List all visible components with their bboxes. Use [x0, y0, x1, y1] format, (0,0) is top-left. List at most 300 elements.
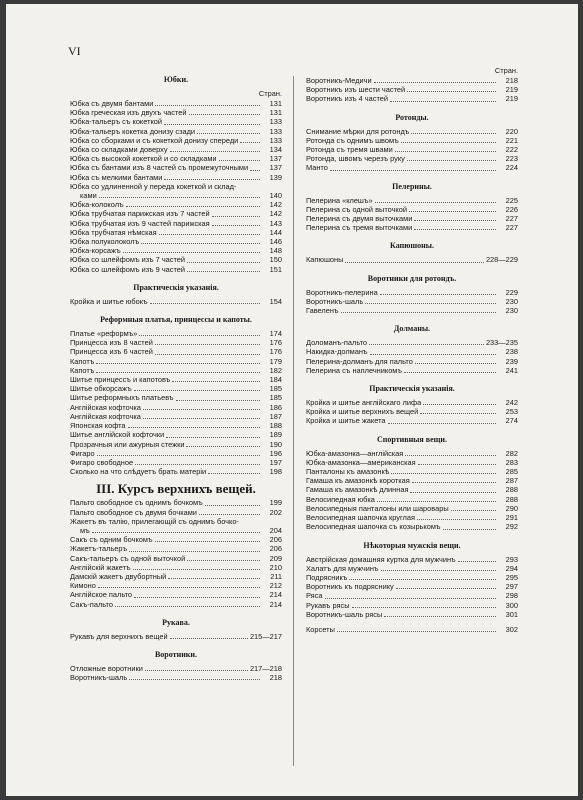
toc-entry	[306, 416, 518, 425]
entry-page: 221	[505, 135, 518, 145]
entry-page: 297	[505, 582, 518, 592]
entry-page: 137	[269, 154, 282, 164]
toc-entry	[70, 108, 282, 117]
entry-page: 215—217	[249, 631, 282, 641]
entry-title: Пальто свободное съ двумя бочками	[70, 507, 197, 517]
toc-entry	[306, 513, 518, 522]
dot-leader	[381, 570, 496, 571]
toc-entry	[306, 196, 518, 205]
dot-leader	[384, 616, 496, 617]
section-heading: Ротонды.	[395, 112, 429, 122]
entry-title: Дамскій жакетъ двубортный	[70, 571, 167, 581]
toc-entry	[70, 173, 282, 182]
section-heading: Воротники.	[154, 649, 198, 659]
entry-title: ками	[80, 191, 97, 201]
entry-title: Пелерина съ тремя выточками	[306, 223, 413, 233]
entry-title: Юбка-тальеръ съ кокеткой	[70, 117, 163, 127]
entry-page: 253	[505, 407, 518, 417]
toc-entry	[70, 265, 282, 274]
entry-title: Воротникъ изъ шести частей	[306, 85, 406, 95]
dot-leader	[219, 160, 260, 161]
entry-page: 150	[269, 255, 282, 265]
dot-leader	[166, 437, 260, 438]
dot-leader	[187, 560, 260, 561]
entry-title: Юбка-корсажъ	[70, 246, 121, 256]
entry-title: Гавеленъ	[306, 306, 339, 316]
toc-entry	[306, 573, 518, 582]
toc-entry	[70, 421, 282, 430]
entry-title: Велосипедныя панталоны или шаровары	[306, 503, 449, 513]
dot-leader	[337, 631, 496, 632]
dot-leader	[458, 561, 496, 562]
toc-entry	[70, 246, 282, 255]
dot-leader	[330, 170, 496, 171]
dot-leader	[135, 464, 260, 465]
entry-page: 151	[269, 264, 282, 274]
entry-title: Корсеты	[306, 624, 335, 634]
toc-entry	[306, 504, 518, 513]
entry-title: Велосипедная юбка	[306, 494, 375, 504]
dot-leader	[414, 229, 496, 230]
toc-entry	[70, 554, 282, 563]
toc-entry	[306, 136, 518, 145]
entry-page: 185	[269, 384, 282, 394]
entry-title: Жакетъ въ талію, прилегающій съ однимъ бочко-	[70, 516, 239, 526]
page-number: VI	[68, 44, 81, 58]
entry-title: Капюшоны	[306, 255, 344, 265]
entry-page: 189	[269, 430, 282, 440]
entry-title: Шитье принцессъ и капотовъ	[70, 375, 171, 385]
toc-entry	[306, 476, 518, 485]
entry-title: Шитье обкорсажъ	[70, 384, 132, 394]
entry-title: Воротникъ-шаль	[306, 296, 364, 306]
section-heading: Юбки.	[163, 75, 189, 84]
entry-page: 302	[505, 624, 518, 634]
entry-title: Юбка трубчатая изъ 9 частей парижская	[70, 218, 210, 228]
toc-entry	[306, 564, 518, 573]
entry-title: Ротонда съ однимъ швомъ	[306, 135, 399, 145]
entry-title: Велосипедная шапочка съ козырькомъ	[306, 522, 441, 532]
entry-title: Англійское пальто	[70, 590, 133, 600]
dot-leader	[134, 597, 260, 598]
entry-page: 217—218	[249, 663, 282, 673]
entry-title: Шитье англійской кофточки	[70, 430, 165, 440]
entry-page: 204	[269, 525, 282, 535]
toc-entry	[70, 209, 282, 218]
entry-page: 144	[269, 227, 282, 237]
entry-title: Пелерина «клешъ»	[306, 195, 373, 205]
entry-title: Юбка со шлейфомъ изъ 9 частей	[70, 264, 186, 274]
entry-page: 143	[269, 218, 282, 228]
dot-leader	[155, 344, 260, 345]
entry-title: Воротникъ-шаль рясы	[306, 609, 383, 619]
toc-entry	[306, 94, 518, 103]
entry-title: Юбка со шлейфомъ изъ 7 частей	[70, 255, 186, 265]
entry-title: Пелерина съ одной выточкой	[306, 204, 407, 214]
toc-entry	[70, 526, 282, 535]
entry-page: 185	[269, 393, 282, 403]
entry-title: Юбка съ высокой кокеткой и со складками	[70, 154, 217, 164]
entry-page: 184	[269, 375, 282, 385]
dot-leader	[352, 607, 496, 608]
dot-leader	[139, 335, 260, 336]
dot-leader	[401, 142, 496, 143]
toc-entry	[70, 136, 282, 145]
entry-page: 282	[505, 448, 518, 458]
dot-leader	[369, 344, 484, 345]
entry-page: 137	[269, 163, 282, 173]
toc-entry	[306, 154, 518, 163]
entry-page: 198	[269, 467, 282, 477]
dot-leader	[155, 354, 260, 355]
entry-title: Юбка-тальеръ кокетка донизу сзади	[70, 126, 196, 136]
entry-page: 227	[505, 214, 518, 224]
dot-leader	[199, 514, 260, 515]
column-divider	[293, 76, 294, 766]
dot-leader	[404, 372, 496, 373]
entry-page: 288	[505, 485, 518, 495]
toc-entry	[70, 357, 282, 366]
entry-title: Юбка-амазонка—американская	[306, 457, 416, 467]
dot-leader	[405, 455, 496, 456]
dot-leader	[134, 390, 260, 391]
section-heading: Практическія указанія.	[133, 282, 219, 292]
toc-entry	[306, 555, 518, 564]
entry-page: 242	[505, 398, 518, 408]
dot-leader	[129, 679, 260, 680]
dot-leader	[129, 551, 260, 552]
entry-title: Англійскій жакетъ	[70, 562, 131, 572]
entry-title: Юбка полуколоколъ	[70, 237, 140, 247]
toc-entry	[70, 508, 282, 517]
toc-entry	[306, 255, 518, 264]
entry-title: Пальто свободное съ однимъ бочкомъ	[70, 498, 203, 508]
dot-leader	[345, 262, 484, 263]
entry-title: Юбка трубчатая парижская изъ 7 частей	[70, 209, 210, 219]
dot-leader	[172, 381, 260, 382]
entry-page: 214	[269, 599, 282, 609]
dot-leader	[99, 197, 260, 198]
entry-title: Пелерина съ двумя выточками	[306, 214, 413, 224]
entry-page: 218	[505, 76, 518, 85]
toc-entry	[306, 223, 518, 232]
entry-page: 300	[505, 600, 518, 610]
toc-entry	[70, 467, 282, 476]
dot-leader	[186, 446, 260, 447]
dot-leader	[443, 529, 496, 530]
entry-page: 176	[269, 347, 282, 357]
entry-title: Платье «реформъ»	[70, 329, 138, 339]
dot-leader	[197, 133, 260, 134]
entry-title: Юбка-колоколъ	[70, 200, 124, 210]
toc-entry	[70, 200, 282, 209]
dot-leader	[415, 363, 496, 364]
toc-entry	[70, 338, 282, 347]
entry-page: 291	[505, 513, 518, 523]
toc-entry	[70, 498, 282, 507]
entry-title: Капотъ	[70, 365, 95, 375]
dot-leader	[189, 114, 260, 115]
entry-title: Сакъ-тальеръ съ одной выточкой	[70, 553, 186, 563]
toc-entry	[70, 127, 282, 136]
dot-leader	[170, 151, 260, 152]
dot-leader	[380, 294, 496, 295]
entry-title: Жакетъ-тальеръ	[70, 544, 128, 554]
entry-page: 146	[269, 237, 282, 247]
entry-title: Велосипедная шапочка круглая	[306, 513, 415, 523]
toc-entry	[306, 288, 518, 297]
entry-title: Юбка съ мелкими бантами	[70, 172, 163, 182]
dot-leader	[123, 252, 260, 253]
dot-leader	[126, 206, 260, 207]
dot-leader	[325, 598, 497, 599]
toc-entry	[70, 228, 282, 237]
entry-title: Юбка со удлиненной у переда кокеткой и склад-	[70, 181, 237, 191]
dot-leader	[159, 234, 260, 235]
toc-entry	[306, 127, 518, 136]
entry-page: 292	[505, 522, 518, 532]
toc-entry	[306, 601, 518, 610]
entry-page: 211	[270, 571, 282, 581]
toc-entry	[306, 214, 518, 223]
entry-title: Капотъ	[70, 356, 95, 366]
entry-page: 238	[505, 347, 518, 357]
toc-entry	[70, 673, 282, 682]
toc-entry	[70, 535, 282, 544]
entry-page: 283	[505, 457, 518, 467]
entry-page: 174	[269, 329, 282, 339]
toc-entry	[70, 347, 282, 356]
entry-page: 295	[505, 572, 518, 582]
toc-entry	[70, 384, 282, 393]
dot-leader	[407, 160, 496, 161]
entry-title: Рукавъ для верхнихъ вещей	[70, 631, 168, 641]
entry-page: 142	[269, 209, 282, 219]
entry-page: 140	[269, 191, 282, 201]
entry-title: Юбка греческая изъ двухъ частей	[70, 108, 187, 118]
entry-page: 199	[269, 498, 282, 508]
toc-entry	[70, 191, 282, 200]
entry-page: 214	[269, 590, 282, 600]
toc-entry	[306, 205, 518, 214]
toc-entry	[306, 582, 518, 591]
toc-entry	[70, 145, 282, 154]
toc-entry	[306, 449, 518, 458]
toc-entry	[70, 440, 282, 449]
entry-title: Принцесса изъ 6 частей	[70, 347, 153, 357]
toc-entry	[70, 297, 282, 306]
dot-leader	[92, 532, 260, 533]
entry-page: 182	[269, 365, 282, 375]
dot-leader	[145, 670, 248, 671]
dot-leader	[396, 588, 496, 589]
entry-title: Юбка съ двумя бантами	[70, 99, 154, 108]
dot-leader	[155, 105, 260, 106]
entry-title: Кимоно	[70, 581, 96, 591]
entry-page: 224	[505, 163, 518, 173]
toc-entry	[306, 522, 518, 531]
toc-entry	[306, 338, 518, 347]
entry-title: Воротникъ изъ 4 частей	[306, 94, 388, 104]
entry-page: 229	[505, 287, 518, 297]
section-heading: III. Курсъ верхнихъ вещей.	[96, 481, 256, 497]
dot-leader	[370, 354, 496, 355]
entry-page: 206	[269, 544, 282, 554]
toc-entry	[306, 407, 518, 416]
entry-page: 190	[269, 439, 282, 449]
entry-page: 188	[269, 421, 282, 431]
toc-entry	[70, 458, 282, 467]
toc-entry	[306, 306, 518, 315]
entry-title: Сакъ-пальто	[70, 599, 113, 609]
dot-leader	[250, 170, 260, 171]
entry-page: 227	[505, 223, 518, 233]
entry-title: Ряса	[306, 591, 323, 601]
entry-title: Гамаша къ амазонкѣ длинная	[306, 485, 409, 495]
dot-leader	[377, 501, 496, 502]
entry-title: Сакъ съ одним бочкомъ	[70, 535, 153, 545]
entry-page: 133	[269, 126, 282, 136]
toc-entry	[70, 664, 282, 673]
section-heading: Рукава.	[162, 617, 190, 627]
entry-page: 294	[505, 563, 518, 573]
entry-page: 179	[269, 356, 282, 366]
entry-page: 212	[269, 581, 282, 591]
toc-entry	[70, 237, 282, 246]
dot-leader	[417, 519, 496, 520]
toc-entry	[70, 219, 282, 228]
toc-entry	[306, 85, 518, 94]
entry-page: 210	[269, 562, 282, 572]
dot-leader	[414, 220, 496, 221]
dot-leader	[96, 363, 260, 364]
entry-page: 285	[505, 467, 518, 477]
dot-leader	[176, 400, 260, 401]
toc-entry	[70, 449, 282, 458]
entry-page: 133	[269, 135, 282, 145]
entry-title: Пелерина съ наплечникомъ	[306, 365, 403, 375]
entry-title: Юбка со сборками и съ кокеткой донизу спереди	[70, 135, 239, 145]
page-column-label: Стран.	[258, 89, 282, 98]
toc-entry	[306, 297, 518, 306]
entry-page: 228—229	[485, 255, 518, 265]
dot-leader	[240, 142, 260, 143]
entry-page: 230	[505, 306, 518, 316]
toc-entry	[306, 357, 518, 366]
dot-leader	[212, 216, 260, 217]
toc-entry	[306, 76, 518, 85]
dot-leader	[164, 179, 260, 180]
toc-entry	[70, 393, 282, 402]
entry-title: Австрійская домашняя куртка для мужчинъ	[306, 554, 456, 564]
entry-title: Юбка съ бантами изъ 8 частей съ промежуточными	[70, 163, 249, 173]
section-heading: Реформныя платья, принцессы и капоты.	[100, 315, 252, 325]
entry-page: 298	[505, 591, 518, 601]
entry-page: 301	[505, 609, 518, 619]
entry-title: Доломанъ-пальто	[306, 338, 368, 348]
toc-entry	[306, 458, 518, 467]
toc-entry	[306, 467, 518, 476]
dot-leader	[133, 569, 260, 570]
section-heading: Нѣкоторыя мужскія вещи.	[363, 540, 461, 550]
toc-entry	[70, 412, 282, 421]
dot-leader	[349, 579, 496, 580]
dot-leader	[411, 133, 496, 134]
entry-page: 142	[269, 200, 282, 210]
entry-page: 219	[505, 94, 518, 104]
toc-entry	[306, 485, 518, 494]
entry-page: 134	[269, 145, 282, 155]
entry-page: 274	[505, 416, 518, 426]
entry-title: Ротонда съ тремя швами	[306, 145, 393, 155]
entry-title: Воротникъ къ подряснику	[306, 582, 394, 592]
entry-title: Рукавъ рясы	[306, 600, 350, 610]
toc-entry	[306, 163, 518, 172]
entry-page: 131	[269, 108, 282, 118]
entry-title: Англійская кофточка	[70, 411, 141, 421]
dot-leader	[187, 262, 260, 263]
entry-page: 223	[505, 154, 518, 164]
entry-title: Снимание мѣрки для ротондъ	[306, 126, 410, 136]
toc-entry	[306, 398, 518, 407]
dot-leader	[143, 409, 260, 410]
toc-entry	[70, 544, 282, 553]
entry-page: 197	[269, 457, 282, 467]
entry-page: 139	[269, 172, 282, 182]
entry-title: Ротонда, швомъ черезъ руку	[306, 154, 405, 164]
dot-leader	[96, 372, 260, 373]
entry-page: 290	[505, 503, 518, 513]
dot-leader	[143, 418, 260, 419]
entry-page: 154	[269, 296, 282, 306]
toc-entry	[70, 182, 282, 191]
dot-leader	[168, 578, 260, 579]
dot-leader	[98, 587, 260, 588]
toc-entry	[306, 347, 518, 356]
dot-leader	[150, 303, 260, 304]
entry-page: 220	[505, 126, 518, 136]
dot-leader	[451, 510, 496, 511]
page-column-label: Стран.	[494, 66, 518, 75]
entry-page: 206	[269, 535, 282, 545]
entry-title: Панталоны къ амазонкѣ	[306, 467, 390, 477]
entry-page: 133	[269, 117, 282, 127]
dot-leader	[375, 202, 496, 203]
toc-entry	[70, 99, 282, 108]
entry-title: Фигаро свободное	[70, 457, 134, 467]
toc-entry	[70, 600, 282, 609]
dot-leader	[128, 427, 260, 428]
entry-page: 241	[505, 365, 518, 375]
entry-page: 209	[269, 553, 282, 563]
toc-entry	[70, 632, 282, 641]
dot-leader	[341, 312, 496, 313]
dot-leader	[407, 91, 496, 92]
section-heading: Пелерины.	[392, 181, 432, 191]
entry-title: Англійская кофточка	[70, 402, 141, 412]
toc-entry	[70, 117, 282, 126]
entry-page: 202	[269, 507, 282, 517]
entry-page: 225	[505, 195, 518, 205]
toc-right-column	[306, 66, 518, 634]
entry-title: мъ	[80, 525, 90, 535]
entry-title: Воротникъ-шаль	[70, 673, 128, 683]
dot-leader	[155, 541, 260, 542]
toc-entry	[70, 590, 282, 599]
entry-page: 288	[505, 494, 518, 504]
dot-leader	[410, 492, 496, 493]
toc-entry	[70, 517, 282, 526]
